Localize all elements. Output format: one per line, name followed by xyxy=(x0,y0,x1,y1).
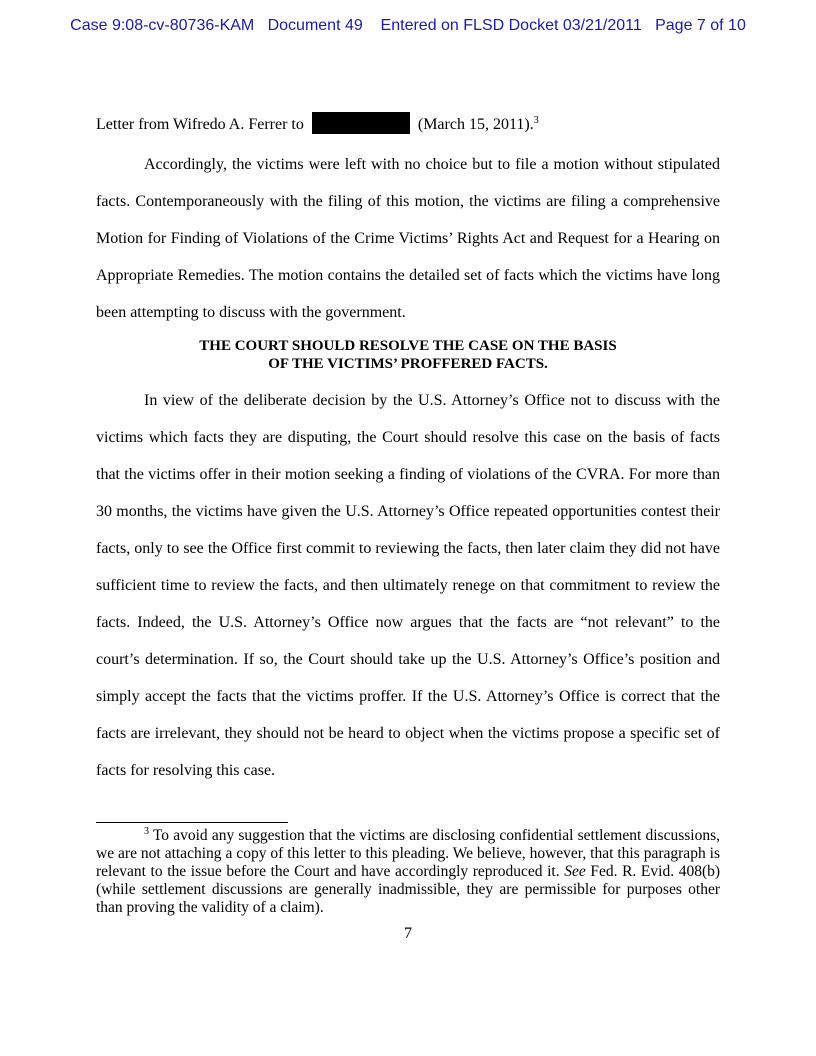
footnote: $^3$ To avoid any suggestion that the victims are disclosing confidential settlement discussions, we are not attaching a copy of this letter to this pleading. We believe, however, that this paragraph is relevant to the issue before the Court and have accordingly reproduced it. See Fed. R. Evid. 408(b) (while settlement discussions are generally inadmissible, they are permissible for purposes other than proving the validity of a claim). xyxy=(96,826,721,916)
redaction-box xyxy=(312,112,410,134)
paragraph-accordingly: Accordingly, the victims were left with no choice but to file a motion without stipulated facts. Contemporaneously with the filing of this motion, the victims are filing a comprehensive Motion for Finding of Violations of the Crime Victims’ Rights Act and Request for a Hearing on Appropriate Remedies. The motion contains the detailed set of facts which the victims have long been attempting to discuss with the government. xyxy=(96,156,720,321)
footnote-see-signal: See xyxy=(564,863,586,880)
paragraph-in-view-container xyxy=(96,382,720,789)
section-heading xyxy=(96,337,720,373)
docket-header xyxy=(0,17,816,35)
header-page-count: Page 7 of 10 xyxy=(655,17,746,34)
letter-citation-line xyxy=(96,112,539,137)
footnote-text-before: To avoid any suggestion that the victims are disclosing confidential settlement discussions, we are not attaching a copy of this letter to this pleading. We believe, however, that this paragraph is relevant to the issue before the Court and have accordingly reproduced it. xyxy=(96,827,720,880)
paragraph-in-view: In view of the deliberate decision by the U.S. Attorney’s Office not to discuss with the victims which facts they are disputing, the Court should resolve this case on the basis of facts that the victims offer in their motion seeking a finding of violations of the CVRA. For more than 30 months, the victims have given the U.S. Attorney’s Office repeated opportunities contest their facts, only to see the Office first commit to reviewing the facts, then later claim they did not have sufficient time to review the facts, and then ultimately renege on that commitment to review the facts. Indeed, the U.S. Attorney’s Office now argues that the facts are “not relevant” to the court’s determination. If so, the Court should take up the U.S. Attorney’s Office’s position and simply accept the facts that the victims proffer. If the U.S. Attorney’s Office is correct that the facts are irrelevant, they should not be heard to object when the victims propose a specific set of facts for resolving this case. xyxy=(96,392,720,779)
footnote-text-after: Fed. R. Evid. 408(b) (while settlement discussions are generally inadmissible, they are permissible for purposes other than proving the validity of a claim). xyxy=(96,863,721,916)
footnote-separator xyxy=(96,822,288,823)
section-heading-line-2: OF THE VICTIMS’ PROFFERED FACTS. xyxy=(268,356,548,372)
page-number: 7 xyxy=(404,925,412,942)
header-case-number: Case 9:08-cv-80736-KAM xyxy=(70,17,255,34)
footnote-reference: 3 xyxy=(533,115,539,126)
letter-citation-prefix: Letter from Wifredo A. Ferrer to xyxy=(96,116,304,133)
header-entered-date: Entered on FLSD Docket 03/21/2011 xyxy=(380,17,642,34)
header-document-number: Document 49 xyxy=(267,17,363,34)
letter-citation-suffix: (March 15, 2011). xyxy=(417,116,534,133)
section-heading-line-1: THE COURT SHOULD RESOLVE THE CASE ON THE BASIS xyxy=(199,338,617,354)
paragraph-accordingly-container xyxy=(96,146,720,331)
